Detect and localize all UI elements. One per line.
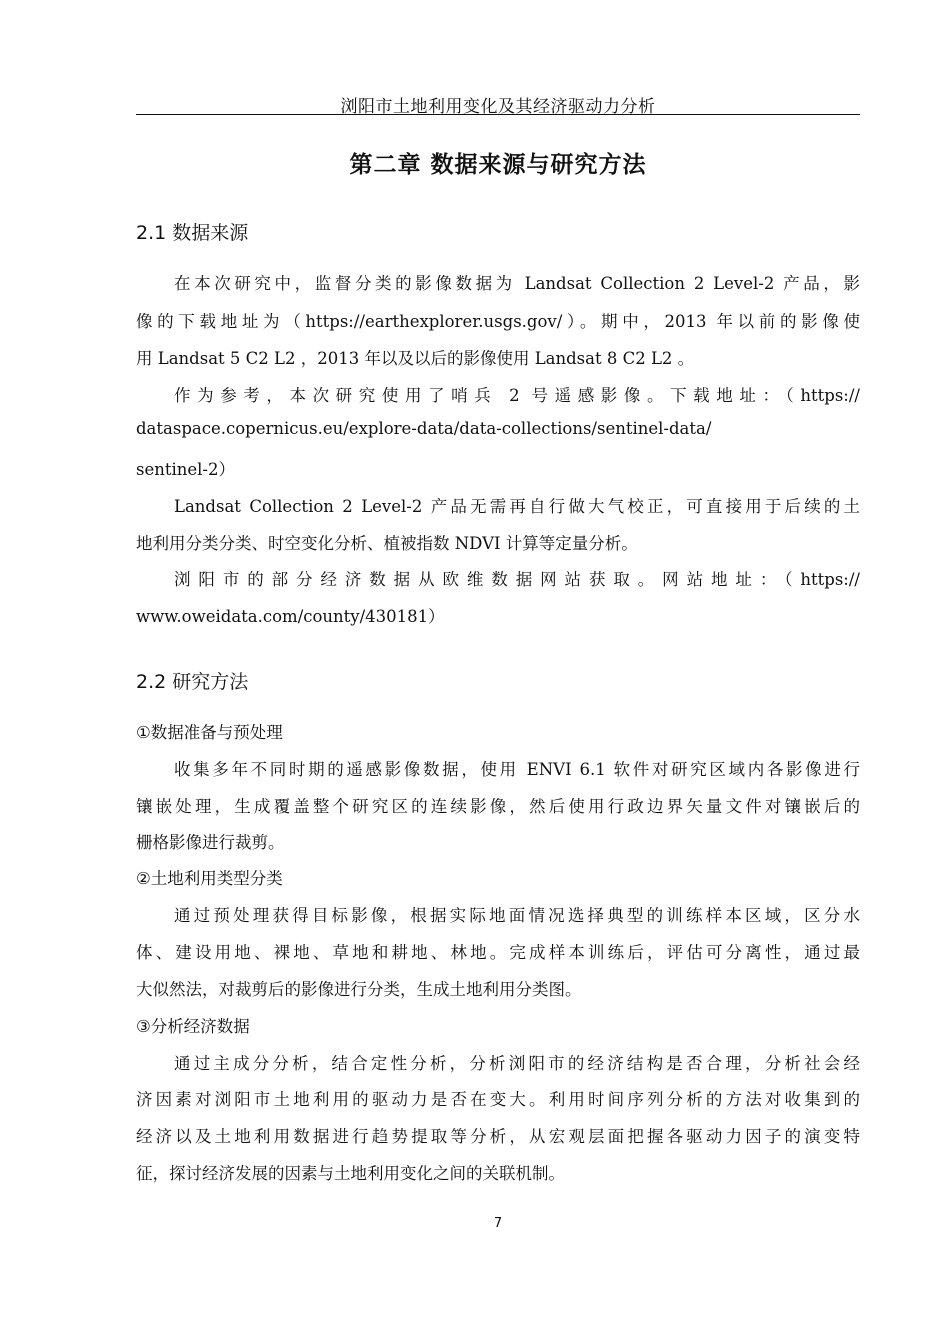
- paragraph-line: 收集多年不同时期的遥感影像数据，使用 ENVI 6.1 软件对研究区域内各影像进行: [174, 760, 860, 779]
- paragraph-line: 通过主成分分析，结合定性分析，分析浏阳市的经济结构是否合理，分析社会经: [174, 1054, 860, 1073]
- paragraph-line: 大似然法，对裁剪后的影像进行分类，生成土地利用分类图。: [136, 980, 582, 999]
- paragraph-line: 栅格影像进行裁剪。: [136, 833, 285, 852]
- paragraph-line: 用 Landsat 5 C2 L2 ，2013 年以及以后的影像使用 Landsat 8 C2 L2 。: [136, 349, 695, 368]
- paragraph-line: 像的下载地址为（https://earthexplorer.usgs.gov/）。期中，2013 年以前的影像使: [136, 312, 860, 331]
- subsection-title-economic-analysis: ③分析经济数据: [136, 1017, 250, 1036]
- paragraph-line: sentinel-2）: [136, 460, 236, 479]
- section-heading-2-2: 2.2 研究方法: [136, 671, 249, 693]
- paragraph-line: 浏阳市的部分经济数据从欧维数据网站获取。网站地址：（https://: [174, 570, 860, 589]
- paragraph-line: Landsat Collection 2 Level-2 产品无需再自行做大气校正，可直接用于后续的土: [174, 497, 860, 516]
- running-header: 浏阳市土地利用变化及其经济驱动力分析: [340, 97, 656, 117]
- paragraph-line: 作为参考，本次研究使用了哨兵 2 号遥感影像。下载地址：（https://: [174, 386, 860, 405]
- section-heading-2-1: 2.1 数据来源: [136, 222, 249, 244]
- subsection-title-data-prep: ①数据准备与预处理: [136, 723, 283, 742]
- paragraph-line: www.oweidata.com/county/430181）: [136, 607, 445, 626]
- paragraph-line: 通过预处理获得目标影像，根据实际地面情况选择典型的训练样本区域，区分水: [174, 906, 860, 925]
- chapter-title: 第二章 数据来源与研究方法: [349, 152, 647, 178]
- paragraph-line: 地利用分类分类、时空变化分析、植被指数 NDVI 计算等定量分析。: [136, 534, 638, 553]
- paragraph-line: 经济以及土地利用数据进行趋势提取等分析，从宏观层面把握各驱动力因子的演变特: [136, 1127, 860, 1146]
- paragraph-line: 镶嵌处理，生成覆盖整个研究区的连续影像，然后使用行政边界矢量文件对镶嵌后的: [136, 797, 860, 816]
- paragraph-line: 在本次研究中，监督分类的影像数据为 Landsat Collection 2 Level-2 产品，影: [174, 274, 860, 293]
- paragraph-line: 体、建设用地、裸地、草地和耕地、林地。完成样本训练后，评估可分离性，通过最: [136, 943, 860, 962]
- paragraph-line: 征，探讨经济发展的因素与土地利用变化之间的关联机制。: [136, 1164, 565, 1183]
- paragraph-line: dataspace.copernicus.eu/explore-data/data-collections/sentinel-data/: [136, 419, 712, 438]
- subsection-title-landuse-classification: ②土地利用类型分类: [136, 869, 283, 888]
- page-number: 7: [493, 1216, 503, 1231]
- header-rule: [136, 114, 860, 115]
- paragraph-line: 济因素对浏阳市土地利用的驱动力是否在变大。利用时间序列分析的方法对收集到的: [136, 1090, 860, 1109]
